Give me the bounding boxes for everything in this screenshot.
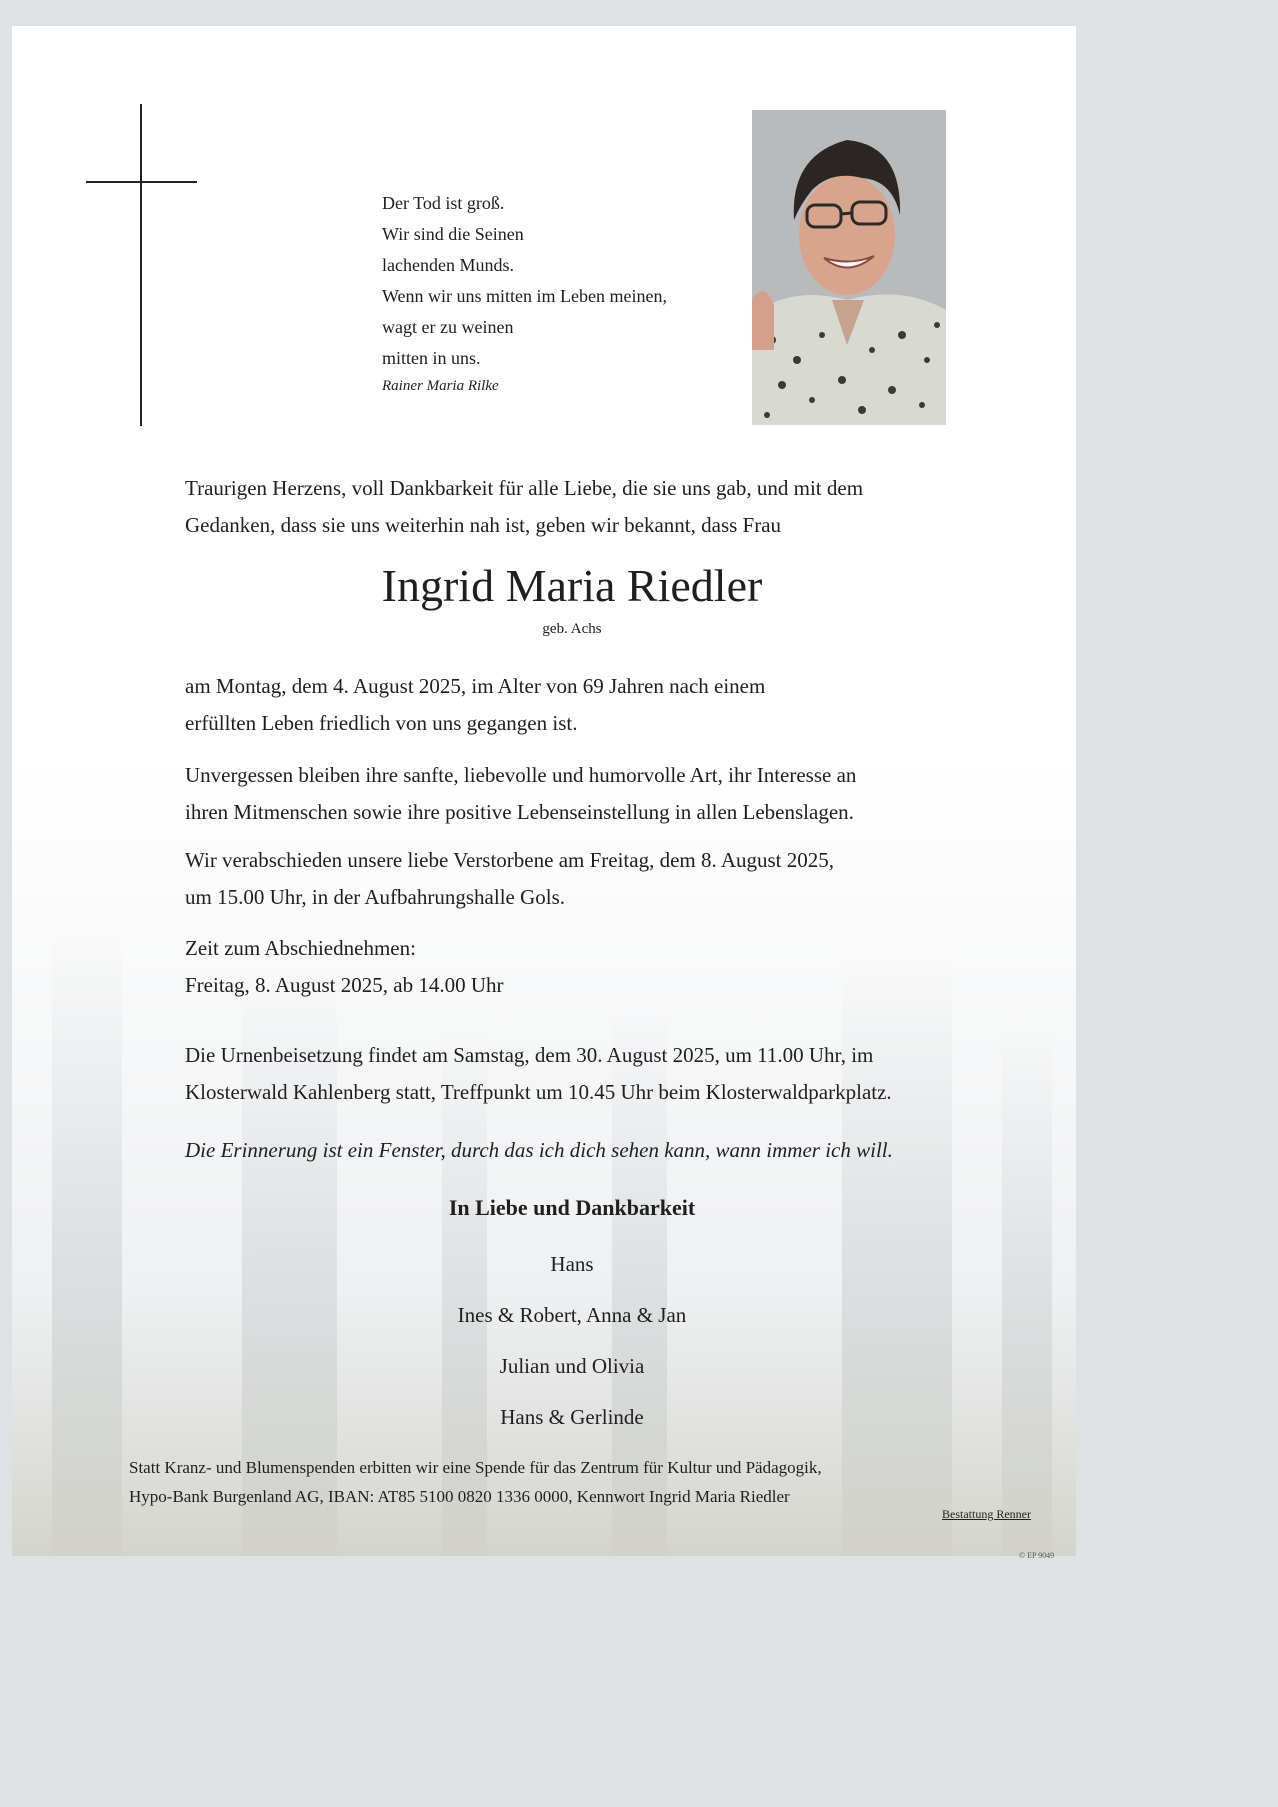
poem-line: lachenden Munds. xyxy=(382,255,514,275)
donation-line: Statt Kranz- und Blumenspenden erbitten wir eine Spende für das Zentrum für Kultur und Pädagogik, xyxy=(129,1458,822,1477)
memory-line: ihren Mitmenschen sowie ihre positive Lebenseinstellung in allen Lebenslagen. xyxy=(185,800,854,824)
death-line: am Montag, dem 4. August 2025, im Alter von 69 Jahren nach einem xyxy=(185,674,766,698)
poem-line: Der Tod ist groß. xyxy=(382,193,505,213)
viewing-line: Freitag, 8. August 2025, ab 14.00 Uhr xyxy=(185,973,504,997)
portrait-photo xyxy=(752,110,946,425)
birth-name: geb. Achs xyxy=(542,621,602,637)
urn-burial-line: Die Urnenbeisetzung findet am Samstag, dem 30. August 2025, um 11.00 Uhr, im xyxy=(185,1043,874,1067)
donation-line: Hypo-Bank Burgenland AG, IBAN: AT85 5100 0820 1336 0000, Kennwort Ingrid Maria Riedler xyxy=(129,1487,790,1506)
memory-line: Unvergessen bleiben ihre sanfte, liebevolle und humorvolle Art, ihr Interesse an xyxy=(185,763,857,787)
poem xyxy=(382,188,667,398)
mourner-name: Julian und Olivia xyxy=(499,1354,645,1378)
viewing-line: Zeit zum Abschiednehmen: xyxy=(185,936,416,960)
donation-note xyxy=(129,1453,1029,1511)
death-line: erfüllten Leben friedlich von uns gegangen ist. xyxy=(185,711,578,735)
obituary-sheet xyxy=(12,26,1076,1556)
mourner-name: Ines & Robert, Anna & Jan xyxy=(457,1303,687,1327)
signoff-heading: In Liebe und Dankbarkeit xyxy=(448,1195,696,1220)
farewell-line: Wir verabschieden unsere liebe Verstorbene am Freitag, dem 8. August 2025, xyxy=(185,848,835,872)
cross-symbol-horizontal xyxy=(86,181,197,183)
mourner-name: Hans xyxy=(550,1252,594,1276)
memorial-quote: Die Erinnerung ist ein Fenster, durch das ich dich sehen kann, wann immer ich will. xyxy=(185,1138,893,1162)
intro-line: Gedanken, dass sie uns weiterhin nah ist, geben wir bekannt, dass Frau xyxy=(185,513,782,537)
undertaker-label: Bestattung Renner xyxy=(942,1507,1031,1521)
farewell-line: um 15.00 Uhr, in der Aufbahrungshalle Gols. xyxy=(185,885,566,909)
mourner-name: Hans & Gerlinde xyxy=(500,1405,644,1429)
deceased-name: Ingrid Maria Riedler xyxy=(381,560,763,611)
cross-symbol-vertical xyxy=(140,104,142,426)
form-code: © EP 9049 xyxy=(1019,1551,1055,1560)
urn-burial-line: Klosterwald Kahlenberg statt, Treffpunkt um 10.45 Uhr beim Klosterwaldparkplatz. xyxy=(185,1080,892,1104)
poem-line: wagt er zu weinen xyxy=(382,317,514,337)
poem-line: Wir sind die Seinen xyxy=(382,224,524,244)
intro-line: Traurigen Herzens, voll Dankbarkeit für alle Liebe, die sie uns gab, und mit dem xyxy=(185,476,864,500)
poem-line: mitten in uns. xyxy=(382,348,481,368)
poem-line: Wenn wir uns mitten im Leben meinen, xyxy=(382,286,667,306)
poem-author: Rainer Maria Rilke xyxy=(382,378,499,394)
